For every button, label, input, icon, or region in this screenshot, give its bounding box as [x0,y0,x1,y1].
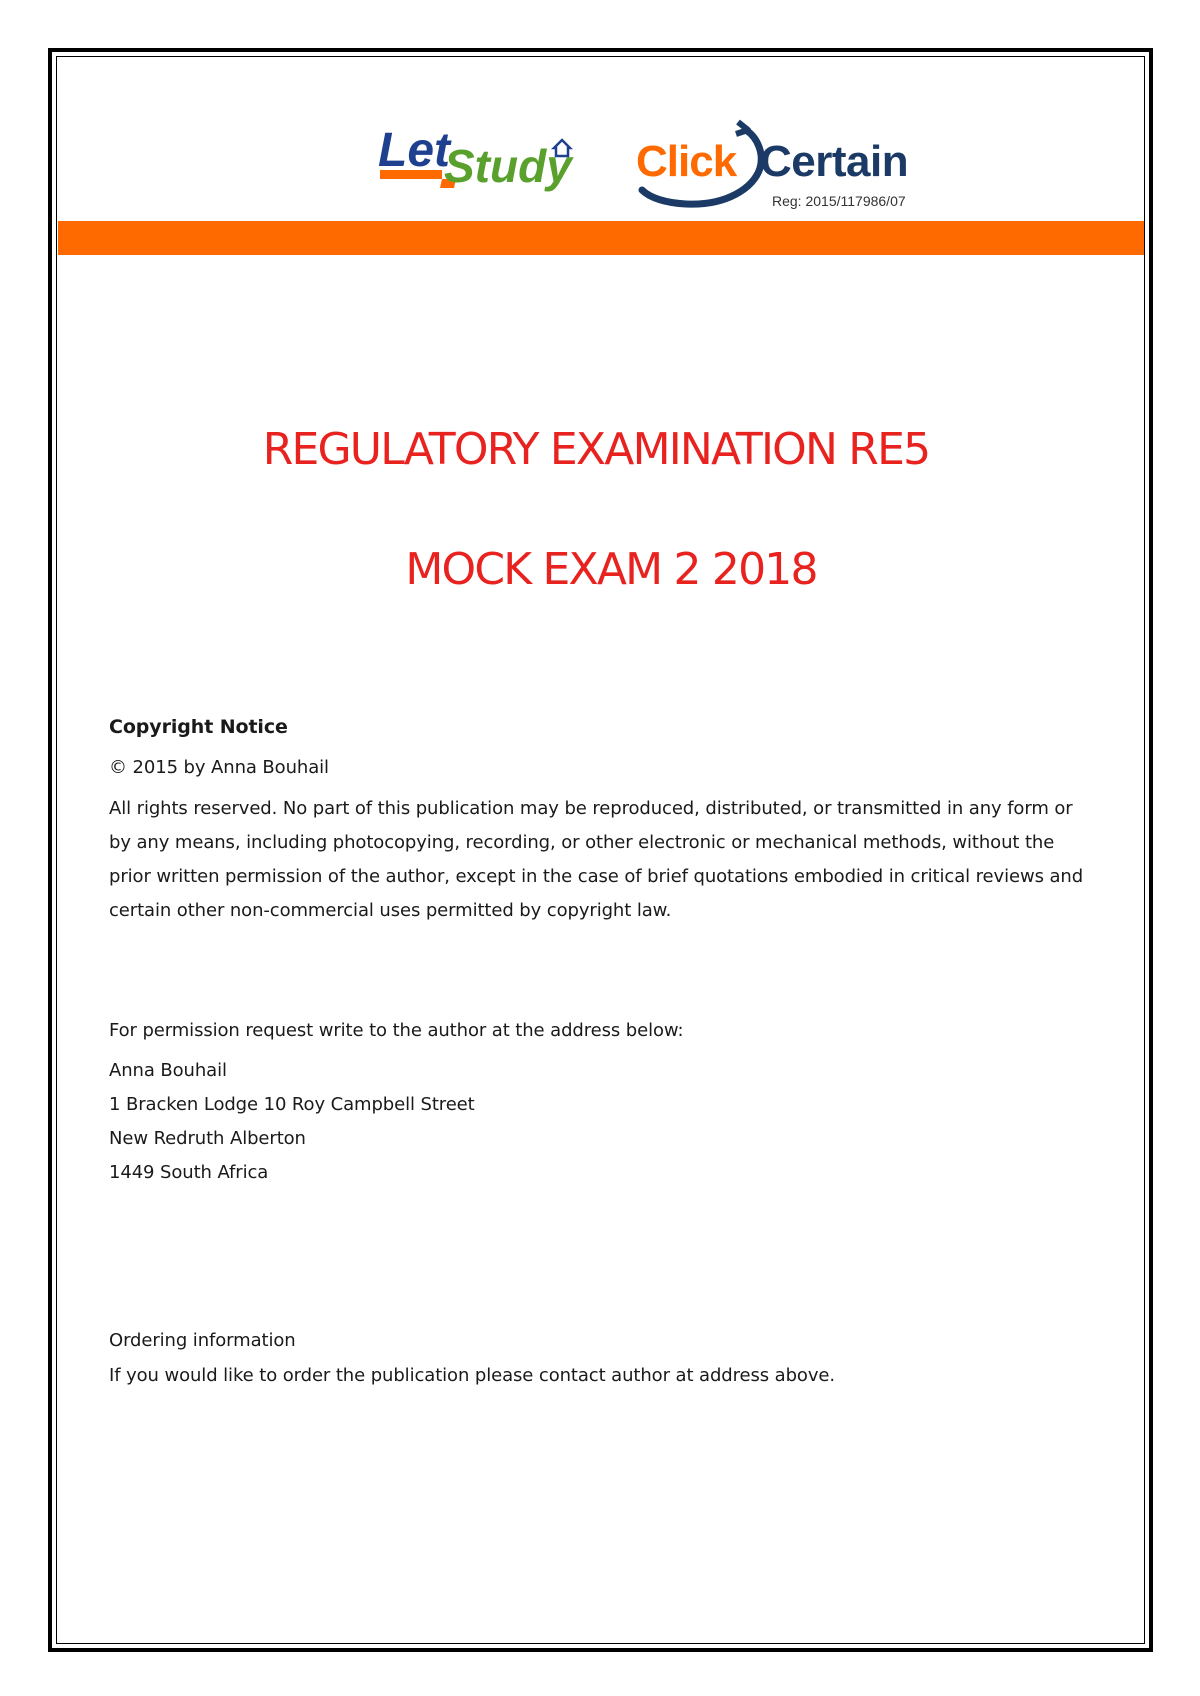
logo-certain-text: Certain [760,137,909,186]
clickcertain-logo [636,118,926,213]
letstudy-logo [378,118,578,213]
exam-title: REGULATORY EXAMINATION RE5 [262,424,930,475]
exam-subtitle: MOCK EXAM 2 2018 [405,544,817,595]
copyright-heading: Copyright Notice [109,716,288,738]
address-line: 1 Bracken Lodge 10 Roy Campbell Street [109,1094,475,1115]
rights-paragraph: All rights reserved. No part of this publication may be reproduced, distributed, or transmitted in any form or by any means, including photocopying, recording, or other electronic or mechanical methods, without the prior written permission of the author, except in the case of brief quotations embodied in critical reviews and certain other non-commercial uses permitted by copyright law. [109,798,1084,921]
address-line: Anna Bouhail [109,1060,227,1081]
logo-click-text: Click [636,137,737,186]
checkmark-icon [736,122,748,134]
permission-line: For permission request write to the author at the address below: [109,1020,684,1041]
header-orange-bar [58,221,1144,255]
ordering-heading: Ordering information [109,1330,296,1351]
ordering-text: If you would like to order the publication please contact author at address above. [109,1365,835,1386]
address-line: 1449 South Africa [109,1162,269,1183]
logo-reg-text: Reg: 2015/117986/07 [772,193,906,209]
copyright-line: © 2015 by Anna Bouhail [109,757,329,778]
address-block [109,1054,1099,1190]
letstudy-let-text: Let [378,124,450,177]
letstudy-study-text: Study [444,140,572,192]
address-line: New Redruth Alberton [109,1128,306,1149]
